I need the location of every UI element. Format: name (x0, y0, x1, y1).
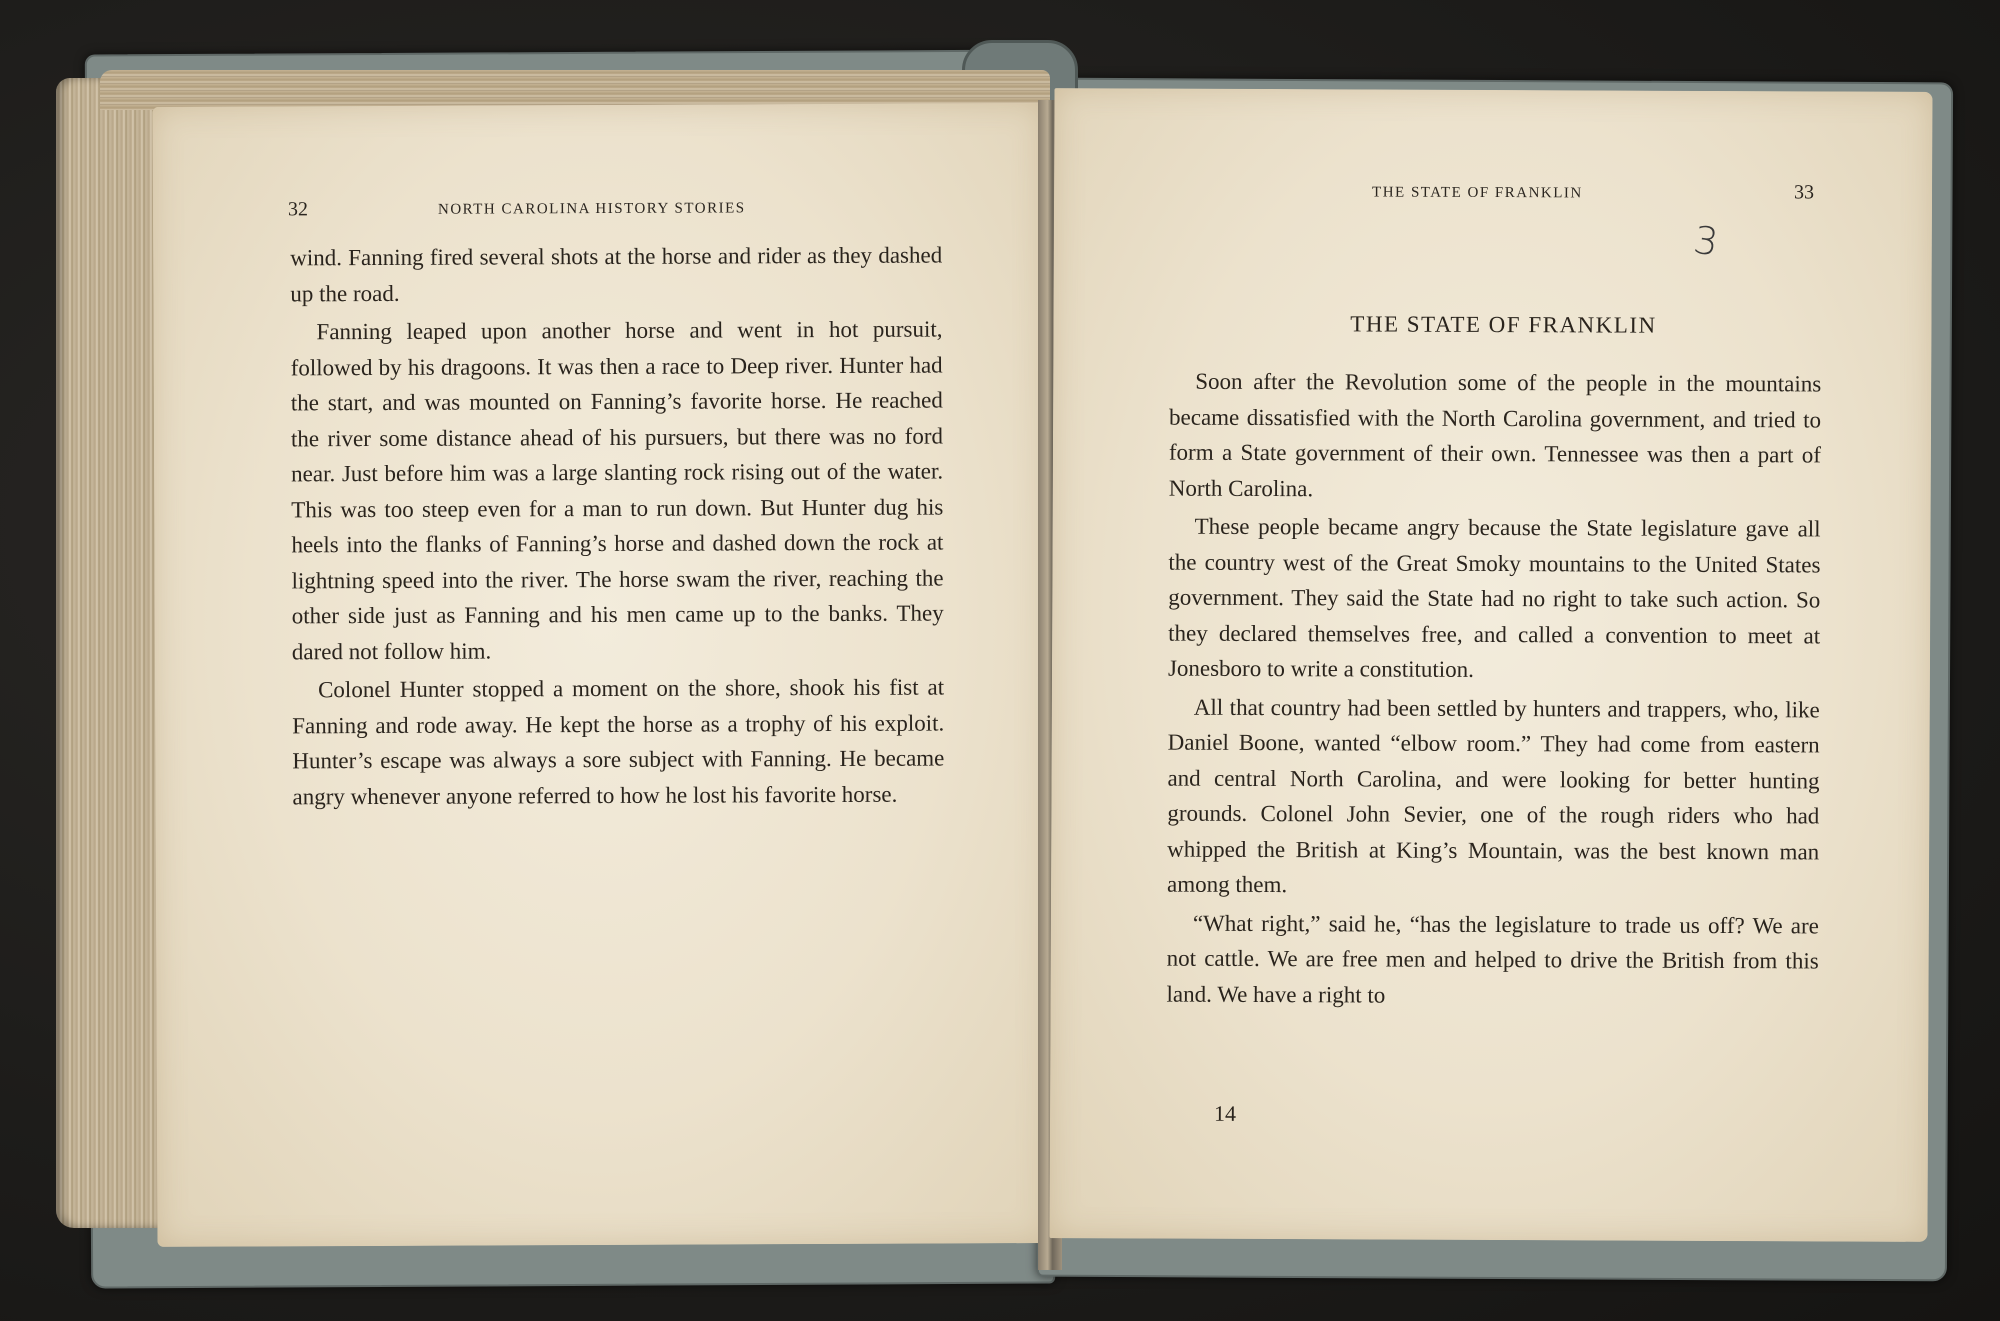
paragraph: All that country had been settled by hunters and trappers, who, like Daniel Boone, wanted “elbow room.” They had come from eastern and central North Carolina, and were looking for better hunting grounds. Colonel John Sevier, one of the rough riders who had whipped the British at King’s Mountain, was the best known man among them. (1166, 694, 1820, 898)
right-running-head: THE STATE OF FRANKLIN (1372, 184, 1583, 202)
left-page-number: 32 (287, 198, 309, 221)
right-page-number: 33 (1794, 181, 1815, 204)
paragraph: Fanning leaped upon another horse and went in hot pursuit, followed by his dragoons. It was then a race to Deep river. Hunter had the start, and was mounted on Fanning’s favorite horse. He reached the river some distance ahead of his pursuers, but there was no ford near. Just before him was a large slanting rock rising out of the water. This was too steep even for a man to run down. But Hunter dug his heels into the flanks of Fanning’s horse and dashed down the rock at lightning speed into the river. The horse swam the river, reaching the other side just as Fanning and his men came up to the banks. They dared not follow him. (290, 316, 944, 664)
left-page-body (290, 238, 945, 818)
handwritten-page-note: 3 (1690, 217, 1722, 265)
paragraph: Soon after the Revolution some of the people in the mountains became dissatisfied with the North Carolina government, and tried to form a State government of their own. Tennessee was then a part of North Carolina. (1168, 368, 1822, 501)
page-edge-stack (56, 78, 166, 1228)
right-page (1049, 88, 1932, 1242)
chapter-title: THE STATE OF FRANKLIN (1350, 311, 1657, 338)
left-page (153, 103, 1048, 1247)
signature-mark: 14 (1213, 1100, 1237, 1126)
paragraph: Colonel Hunter stopped a moment on the shore, shook his fist at Fanning and rode away. He kept the horse as a trophy of his exploit. Hunter’s escape was always a sore subject with Fanning. He became angry whenever anyone referred to how he lost his favorite horse. (292, 674, 945, 809)
paragraph: “What right,” said he, “has the legislature to trade us off? We are not cattle. We are free men and helped to drive the British from this land. We have a right to (1166, 910, 1819, 1008)
left-running-head: NORTH CAROLINA HISTORY STORIES (437, 200, 746, 218)
paragraph: These people became angry because the State legislature gave all the country west of the Great Smoky mountains to the United States government. They said the State had no right to take such action. So they declared themselves free, and called a convention to meet at Jonesboro to write a constitution. (1167, 513, 1821, 682)
paragraph: wind. Fanning fired several shots at the horse and rider as they dashed up the road. (290, 242, 943, 306)
right-page-body (1166, 364, 1821, 1018)
